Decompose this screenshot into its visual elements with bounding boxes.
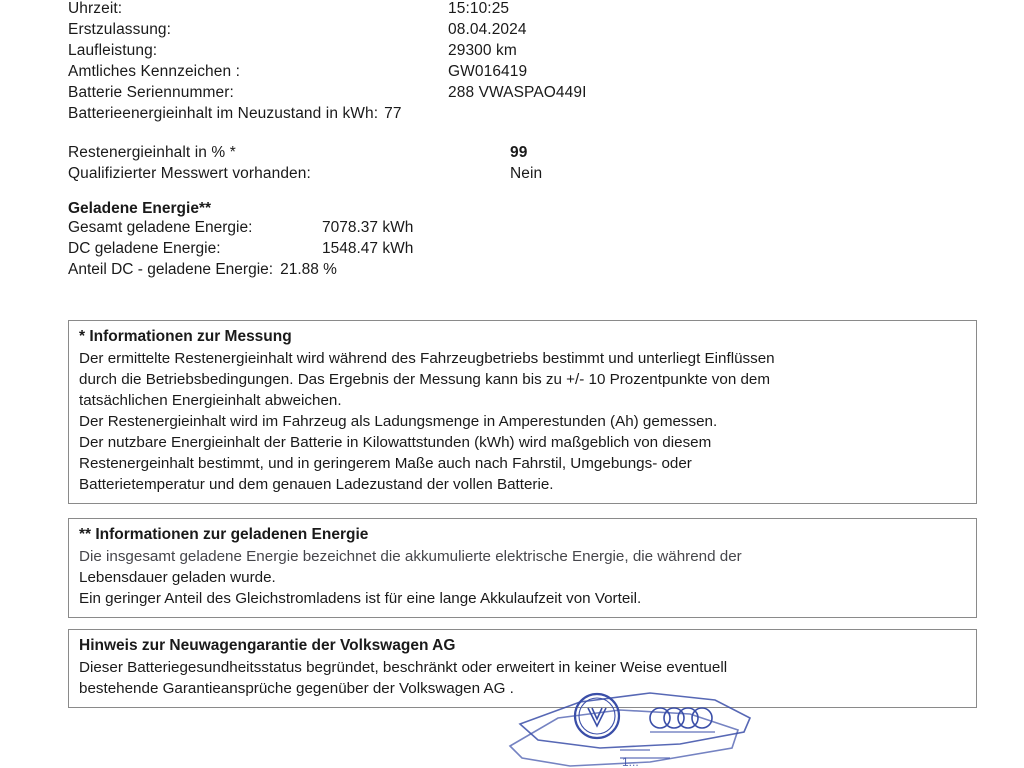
field-qualifizierter-messwert bbox=[68, 165, 948, 186]
field-uhrzeit-value: 15:10:25 bbox=[448, 0, 510, 17]
note-charged-line: Lebensdauer geladen wurde. bbox=[79, 569, 276, 586]
field-dc-geladene-energie-label: DC geladene Energie: bbox=[68, 240, 221, 257]
note-charged-line: Ein geringer Anteil des Gleichstromladens ist für eine lange Akkulaufzeit von Vorteil. bbox=[79, 590, 642, 607]
field-anteil-dc-label: Anteil DC - geladene Energie: bbox=[68, 261, 274, 278]
field-anteil-dc-value: 21.88 % bbox=[280, 261, 337, 278]
field-batterie-seriennummer bbox=[68, 84, 948, 105]
field-laufleistung bbox=[68, 42, 948, 63]
note-measurement-line: Der Restenergieinhalt wird im Fahrzeug als Ladungsmenge in Amperestunden (Ah) gemessen. bbox=[79, 413, 718, 430]
field-dc-geladene-energie-value: 1548.47 kWh bbox=[322, 240, 414, 257]
stamp-partial-text: 1... bbox=[622, 755, 639, 768]
note-measurement-title: * Informationen zur Messung bbox=[79, 328, 292, 345]
field-erstzulassung-label: Erstzulassung: bbox=[68, 21, 172, 38]
field-anteil-dc bbox=[68, 261, 948, 282]
spacer bbox=[68, 126, 948, 144]
field-dc-geladene-energie bbox=[68, 240, 948, 261]
note-charged-line: Die insgesamt geladene Energie bezeichnet die akkumulierte elektrische Energie, die während der bbox=[79, 548, 742, 565]
field-gesamt-geladene-energie-value: 7078.37 kWh bbox=[322, 219, 414, 236]
note-charged-title: ** Informationen zur geladenen Energie bbox=[79, 526, 369, 543]
vehicle-info-block bbox=[68, 0, 948, 282]
section-title-geladene-energie: Geladene Energie** bbox=[68, 200, 212, 217]
field-erstzulassung-value: 08.04.2024 bbox=[448, 21, 527, 38]
note-box-measurement bbox=[68, 320, 977, 504]
note-measurement-line: Batterietemperatur und dem genauen Ladezustand der vollen Batterie. bbox=[79, 476, 554, 493]
field-gesamt-geladene-energie-label: Gesamt geladene Energie: bbox=[68, 219, 253, 236]
note-measurement-line: Der nutzbare Energieinhalt der Batterie in Kilowattstunden (kWh) wird maßgeblich von diesem bbox=[79, 434, 712, 451]
field-batterie-seriennummer-label: Batterie Seriennummer: bbox=[68, 84, 234, 101]
field-restenergieinhalt-value: 99 bbox=[510, 144, 528, 161]
note-warranty-title: Hinweis zur Neuwagengarantie der Volkswagen AG bbox=[79, 637, 456, 654]
field-uhrzeit-label: Uhrzeit: bbox=[68, 0, 123, 17]
field-restenergieinhalt-label: Restenergieinhalt in % * bbox=[68, 144, 236, 161]
field-kennzeichen-value: GW016419 bbox=[448, 63, 528, 80]
field-laufleistung-value: 29300 km bbox=[448, 42, 517, 59]
field-gesamt-geladene-energie bbox=[68, 219, 948, 240]
spacer bbox=[68, 186, 948, 200]
field-laufleistung-label: Laufleistung: bbox=[68, 42, 158, 59]
note-measurement-line: durch die Betriebsbedingungen. Das Ergebnis der Messung kann bis zu +/- 10 Prozentpunkte von dem bbox=[79, 371, 771, 388]
field-batterieenergieinhalt-neuzustand bbox=[68, 105, 948, 126]
field-uhrzeit bbox=[68, 0, 948, 21]
note-warranty-line: bestehende Garantieansprüche gegenüber der Volkswagen AG . bbox=[79, 680, 514, 697]
note-measurement-line: tatsächlichen Energieinhalt abweichen. bbox=[79, 392, 342, 409]
field-kennzeichen-label: Amtliches Kennzeichen : bbox=[68, 63, 241, 80]
field-batterie-seriennummer-value: 288 VWASPAO449I bbox=[448, 84, 587, 101]
field-qualifizierter-messwert-label: Qualifizierter Messwert vorhanden: bbox=[68, 165, 311, 182]
note-measurement-line: Restenergeinhalt bestimmt, und in geringerem Maße auch nach Fahrstil, Umgebungs- oder bbox=[79, 455, 692, 472]
field-batterieenergieinhalt-value: 77 bbox=[384, 105, 402, 122]
field-erstzulassung bbox=[68, 21, 948, 42]
field-qualifizierter-messwert-value: Nein bbox=[510, 165, 543, 182]
field-batterieenergieinhalt-label: Batterieenergieinhalt im Neuzustand in kWh: bbox=[68, 105, 379, 122]
note-warranty-line: Dieser Batteriegesundheitsstatus begründet, beschränkt oder erweitert in keiner Weise eventuell bbox=[79, 659, 728, 676]
field-restenergieinhalt bbox=[68, 144, 948, 165]
field-kennzeichen bbox=[68, 63, 948, 84]
note-measurement-line: Der ermittelte Restenergieinhalt wird während des Fahrzeugbetriebs bestimmt und unterliegt Einflüssen bbox=[79, 350, 775, 367]
note-box-warranty bbox=[68, 629, 977, 708]
note-box-charged-energy bbox=[68, 518, 977, 618]
